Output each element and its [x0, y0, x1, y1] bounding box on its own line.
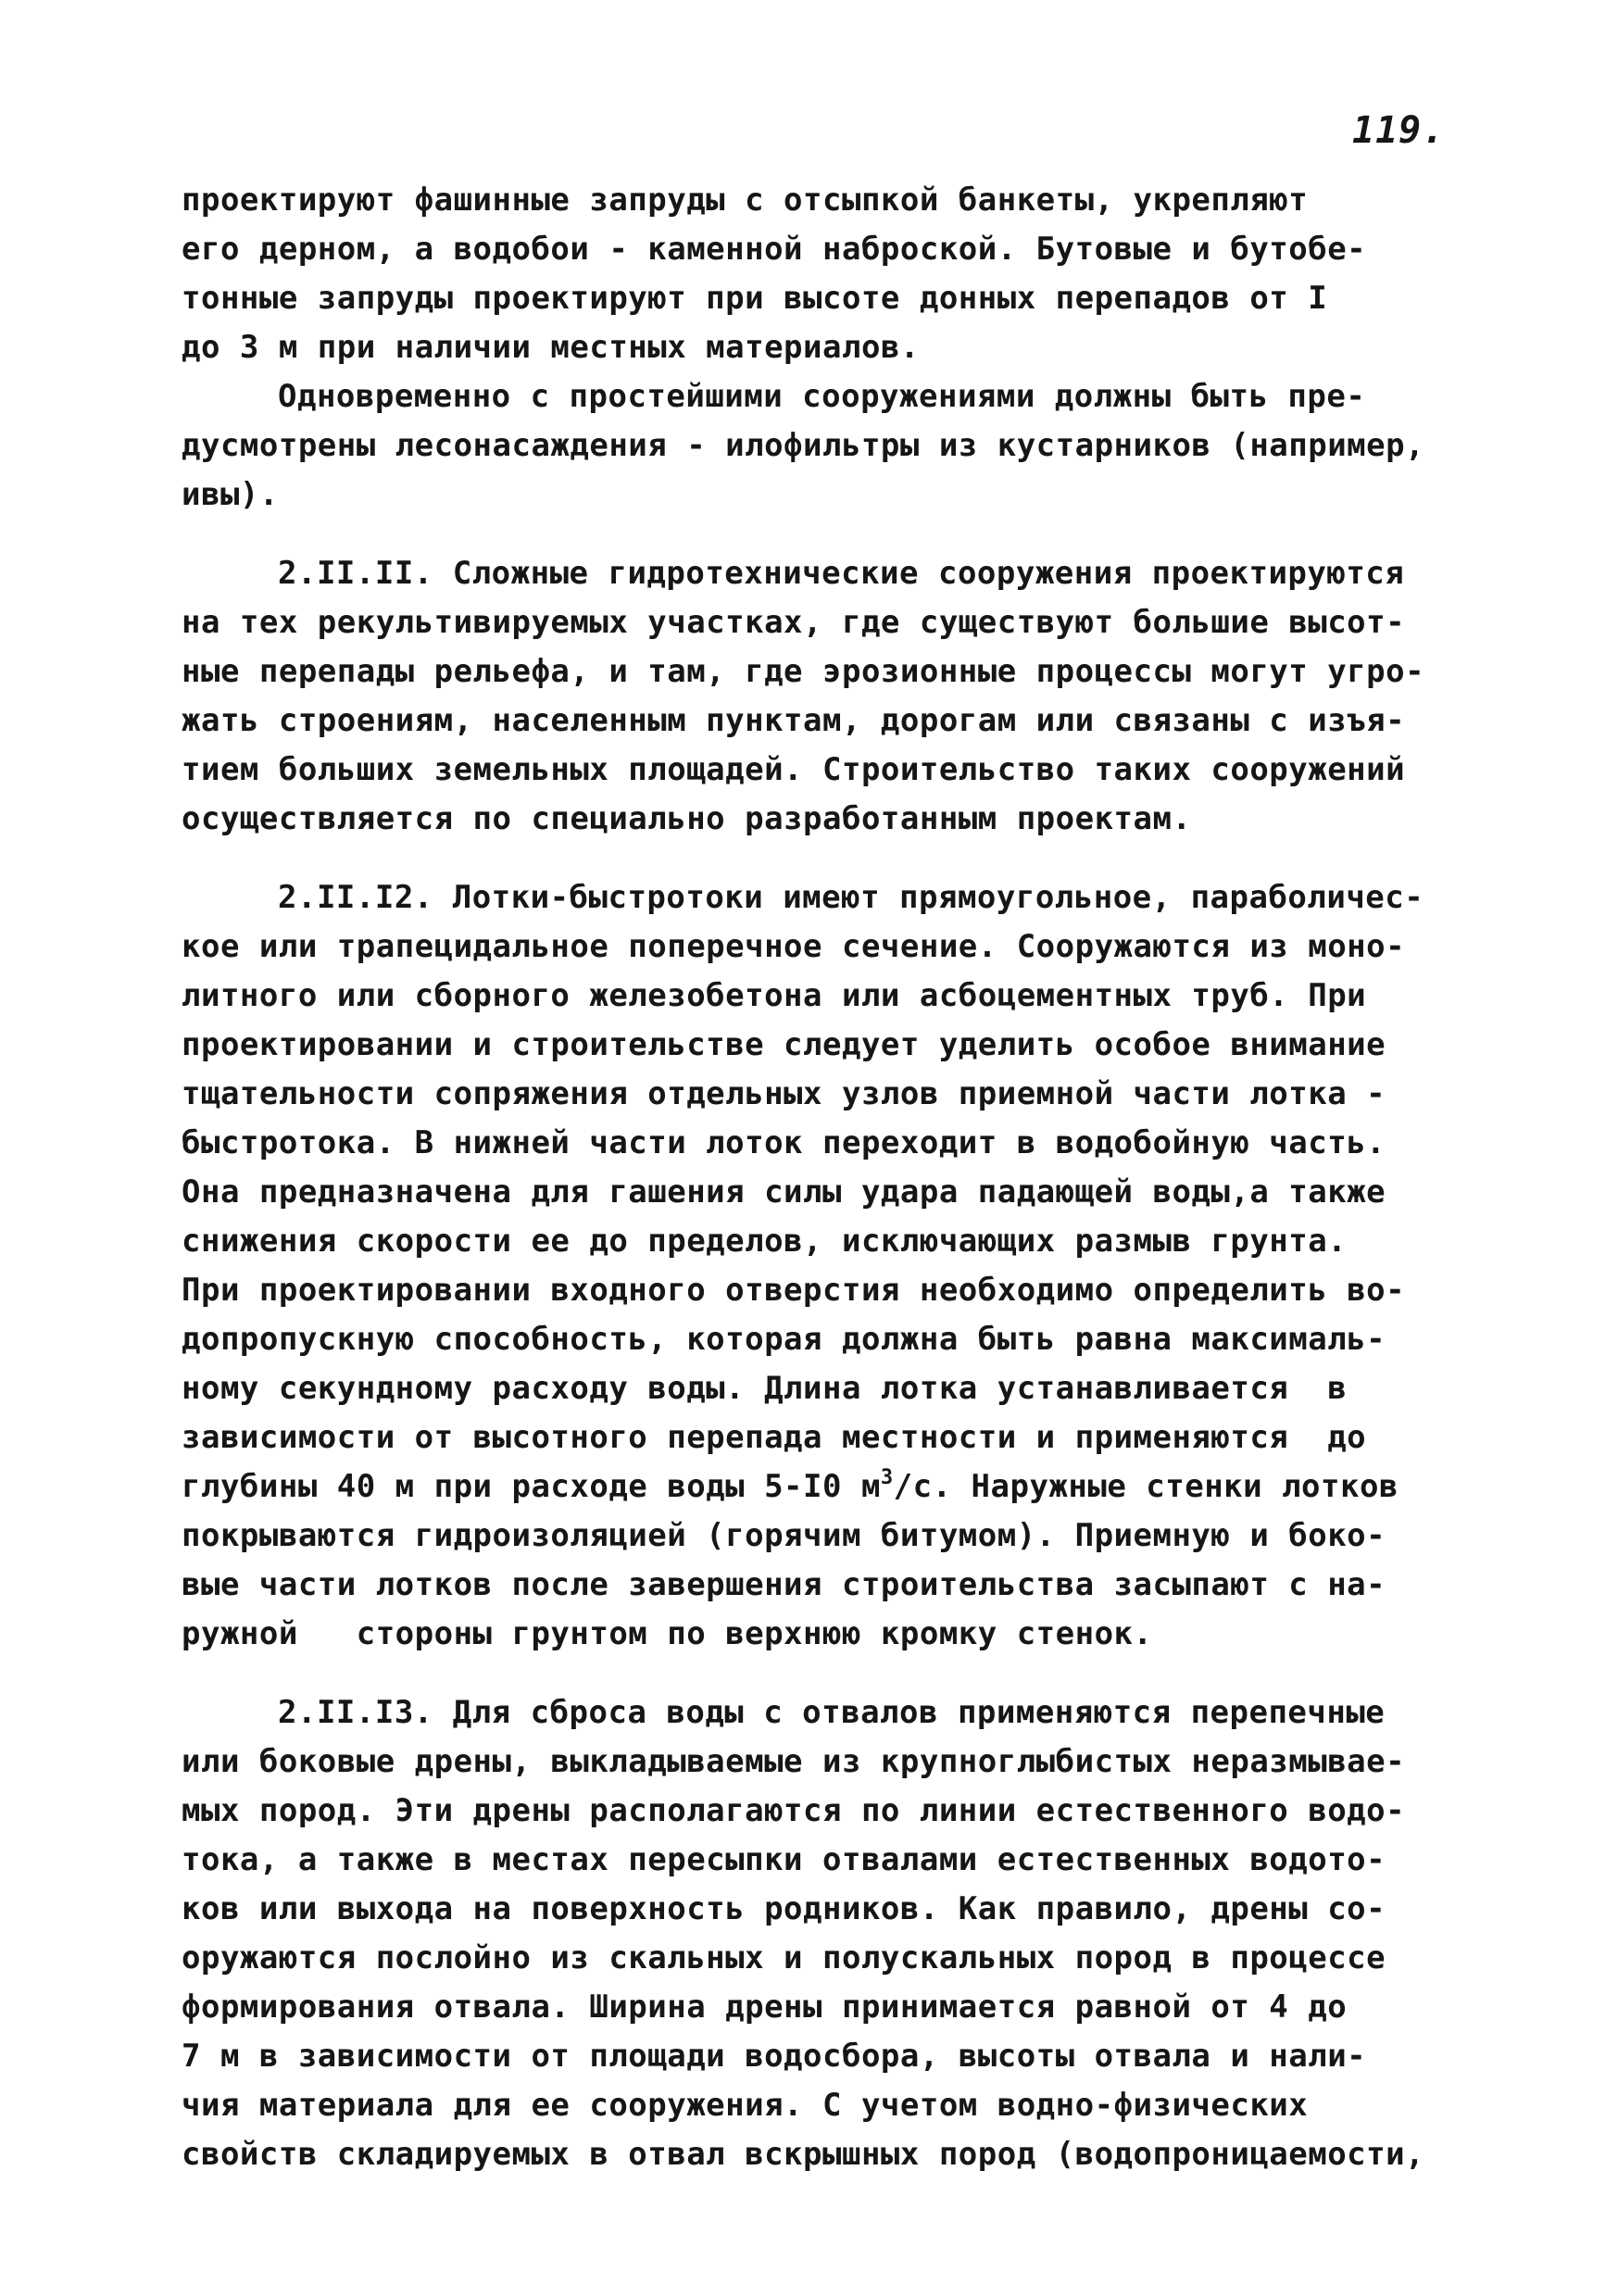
text-line: проектировании и строительстве следует уделить особое внимание: [182, 1026, 1386, 1063]
page-number: 119.: [1352, 109, 1446, 152]
text-line: 7 м в зависимости от площади водосбора, высоты отвала и нали-: [182, 2038, 1367, 2075]
text-line: тока, а также в местах пересыпки отвалами естественных водото-: [182, 1841, 1386, 1878]
text-line: мых пород. Эти дрены располагаются по линии естественного водо-: [182, 1792, 1406, 1829]
text-line: чия материала для ее сооружения. С учетом водно-физических: [182, 2087, 1309, 2124]
text-line: зависимости от высотного перепада местности и применяются до: [182, 1419, 1367, 1456]
text-line: его дерном, а водобои - каменной наброской. Бутовые и бутобе-: [182, 231, 1367, 268]
text-line: жать строениям, населенным пунктам, дорогам или связаны с изъя-: [182, 702, 1406, 739]
text-line: дусмотрены лесонасаждения - илофильтры из кустарников (например,: [182, 427, 1425, 464]
paragraph-gap: [182, 844, 1478, 873]
text-line: на тех рекультивируемых участках, где существуют большие высот-: [182, 604, 1406, 641]
text-line: покрываются гидроизоляцией (горячим битумом). Приемную и боко-: [182, 1517, 1386, 1554]
paragraph-gap: [182, 1659, 1478, 1688]
document-body: [182, 176, 1478, 2179]
text-line: При проектировании входного отверстия необходимо определить во-: [182, 1272, 1406, 1309]
paragraph-2-11-11: [182, 549, 1478, 844]
text-line: ному секундному расходу воды. Длина лотка устанавливается в: [182, 1370, 1348, 1407]
text-line: допропускную способность, которая должна быть равна максималь-: [182, 1321, 1386, 1358]
text-line: Она предназначена для гашения силы удара падающей воды,а также: [182, 1173, 1386, 1211]
text-line: 2.II.II. Сложные гидротехнические сооружения проектируются: [278, 555, 1405, 592]
text-line: до 3 м при наличии местных материалов.: [182, 329, 920, 366]
text-line: кое или трапецидальное поперечное сечение. Сооружаются из моно-: [182, 928, 1406, 965]
paragraph-2: [182, 372, 1478, 520]
text-line: оружаются послойно из скальных и полускальных пород в процессе: [182, 1939, 1386, 1976]
text-line: ные перепады рельефа, и там, где эрозионные процессы могут угро-: [182, 653, 1425, 690]
text-line: ивы).: [182, 476, 279, 513]
text-line: 2.II.I2. Лотки-быстротоки имеют прямоугольное, параболичес-: [278, 879, 1424, 916]
text-line: тием больших земельных площадей. Строительство таких сооружений: [182, 751, 1406, 788]
text-line: тонные запруды проектируют при высоте донных перепадов от I: [182, 280, 1328, 317]
text-line: тщательности сопряжения отдельных узлов приемной части лотка -: [182, 1075, 1386, 1112]
text-line: быстротока. В нижней части лоток переходит в водобойную часть.: [182, 1124, 1386, 1161]
text-line-with-superscript: [182, 1462, 1478, 1512]
text-line: проектируют фашинные запруды с отсыпкой банкеты, укрепляют: [182, 182, 1309, 219]
text-line: формирования отвала. Ширина дрены принимается равной от 4 до: [182, 1989, 1348, 2026]
text-line: вые части лотков после завершения строительства засыпают с на-: [182, 1566, 1386, 1603]
text-line: снижения скорости ее до пределов, исключающих размыв грунта.: [182, 1223, 1348, 1260]
text-line: 2.II.I3. Для сброса воды с отвалов применяются перепечные: [278, 1694, 1386, 1731]
paragraph-2-11-12: [182, 873, 1478, 1659]
text-line: Одновременно с простейшими сооружениями должны быть пре-: [278, 378, 1366, 415]
text-fragment: /с. Наружные стенки лотков: [893, 1468, 1399, 1505]
text-line: ков или выхода на поверхность родников. Как правило, дрены со-: [182, 1890, 1386, 1927]
paragraph-2-11-13: [182, 1688, 1478, 2179]
paragraph-gap: [182, 520, 1478, 549]
paragraph-1: [182, 176, 1478, 372]
text-line: ружной стороны грунтом по верхнюю кромку стенок.: [182, 1615, 1153, 1652]
text-line: свойств складируемых в отвал вскрышных пород (водопроницаемости,: [182, 2136, 1425, 2173]
text-line: литного или сборного железобетона или асбоцементных труб. При: [182, 977, 1367, 1014]
text-line: или боковые дрены, выкладываемые из крупноглыбистых неразмывае-: [182, 1743, 1406, 1780]
superscript-exponent: 3: [880, 1466, 894, 1489]
text-fragment: глубины 40 м при расходе воды 5-I0 м: [182, 1468, 881, 1505]
text-line: осуществляется по специально разработанным проектам.: [182, 800, 1192, 837]
